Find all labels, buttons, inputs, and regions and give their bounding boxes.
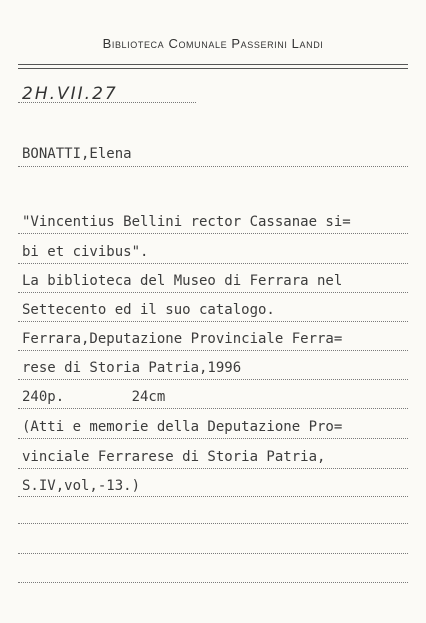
header-rule (18, 64, 408, 65)
dotted-line (18, 321, 408, 322)
shelfmark: 2H.VII.27 (22, 84, 118, 104)
text-line: (Atti e memorie della Deputazione Pro= (22, 419, 343, 435)
library-header: Biblioteca Comunale Passerini Landi (102, 36, 324, 51)
shelfmark-dotted-line (18, 102, 196, 103)
dotted-line (18, 408, 408, 409)
text-line: Settecento ed il suo catalogo. (22, 302, 275, 318)
dotted-line (18, 379, 408, 380)
text-line: rese di Storia Patria,1996 (22, 360, 242, 376)
author-line: BONATTI,Elena (22, 146, 132, 162)
dotted-line (18, 263, 408, 264)
text-line: Ferrara,Deputazione Provinciale Ferra= (22, 331, 343, 347)
dotted-line (18, 350, 408, 351)
dotted-line (18, 166, 408, 167)
dotted-line (18, 523, 408, 524)
text-line: vinciale Ferrarese di Storia Patria, (22, 449, 326, 465)
text-line: 240p. 24cm (22, 389, 166, 405)
dotted-line (18, 438, 408, 439)
text-line: La biblioteca del Museo di Ferrara nel (22, 273, 343, 289)
dotted-line (18, 496, 408, 497)
text-line: "Vincentius Bellini rector Cassanae si= (22, 214, 351, 230)
dotted-line (18, 553, 408, 554)
header-rule-thin (18, 68, 408, 69)
text-line: bi et civibus". (22, 244, 149, 260)
dotted-line (18, 468, 408, 469)
text-line: S.IV,vol,-13.) (22, 478, 141, 494)
dotted-line (18, 233, 408, 234)
dotted-line (18, 292, 408, 293)
dotted-line (18, 582, 408, 583)
